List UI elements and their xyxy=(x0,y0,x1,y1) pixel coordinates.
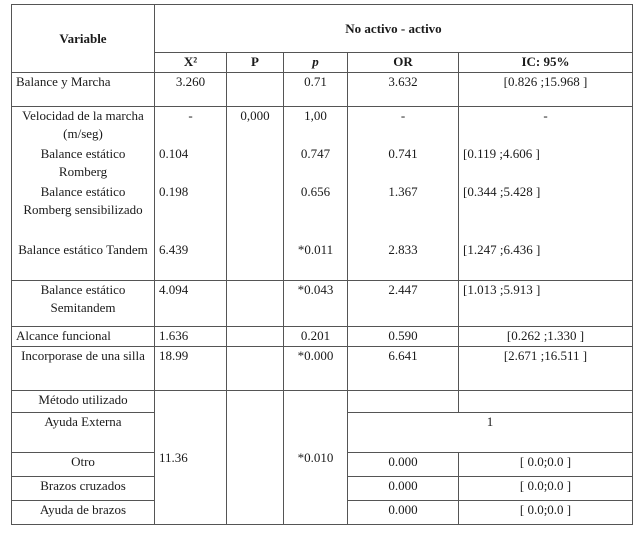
row-P xyxy=(227,73,284,107)
row-x2: 6.439 xyxy=(155,241,227,281)
row-or: - xyxy=(348,107,459,145)
method-item-variable: Ayuda Externa xyxy=(12,413,155,453)
row-p: 0.747 xyxy=(284,145,348,183)
row-p: *0.043 xyxy=(284,281,348,327)
row-variable: Balance estático Semitandem xyxy=(12,281,155,327)
row-or: 2.833 xyxy=(348,241,459,281)
header-row xyxy=(12,5,633,53)
row-ic: [1.247 ;6.436 ] xyxy=(459,241,633,281)
row-variable: Incorporase de una silla xyxy=(12,347,155,391)
chi-square-header: X² xyxy=(155,53,227,73)
method-item-or: 0.000 xyxy=(348,501,459,525)
row-ic: [0.119 ;4.606 ] xyxy=(459,145,633,183)
row-p: 0.71 xyxy=(284,73,348,107)
method-item-variable: Otro xyxy=(12,453,155,477)
row-variable: Balance y Marcha xyxy=(12,73,155,107)
row-P: 0,000 xyxy=(227,107,284,145)
row-P xyxy=(227,183,284,241)
table-row xyxy=(12,281,633,327)
row-x2: 4.094 xyxy=(155,281,227,327)
row-p: 1,00 xyxy=(284,107,348,145)
row-variable: Balance estático Romberg xyxy=(12,145,155,183)
row-ic: [1.013 ;5.913 ] xyxy=(459,281,633,327)
row-x2: 0.104 xyxy=(155,145,227,183)
row-P xyxy=(227,145,284,183)
variable-header: Variable xyxy=(12,5,155,73)
group-header: No activo - activo xyxy=(155,5,633,53)
row-P xyxy=(227,327,284,347)
row-variable: Alcance funcional xyxy=(12,327,155,347)
table-row xyxy=(12,347,633,391)
method-or-empty xyxy=(348,391,459,413)
row-or: 1.367 xyxy=(348,183,459,241)
row-x2: 18.99 xyxy=(155,347,227,391)
method-item-or: 0.000 xyxy=(348,453,459,477)
row-or: 2.447 xyxy=(348,281,459,327)
method-label: Método utilizado xyxy=(12,391,155,413)
merged-reference-cell: 1 xyxy=(348,413,633,453)
row-x2: 1.636 xyxy=(155,327,227,347)
row-x2: 0.198 xyxy=(155,183,227,241)
method-P-empty xyxy=(227,391,284,525)
method-ic-empty xyxy=(459,391,633,413)
row-x2: - xyxy=(155,107,227,145)
method-item-ic: [ 0.0;0.0 ] xyxy=(459,453,633,477)
row-or: 3.632 xyxy=(348,73,459,107)
P-header: P xyxy=(227,53,284,73)
row-p: *0.011 xyxy=(284,241,348,281)
row-p: 0.656 xyxy=(284,183,348,241)
row-ic: [0.826 ;15.968 ] xyxy=(459,73,633,107)
table-row xyxy=(12,73,633,107)
method-p: *0.010 xyxy=(284,391,348,525)
method-x2: 11.36 xyxy=(155,391,227,525)
row-p: 0.201 xyxy=(284,327,348,347)
row-P xyxy=(227,281,284,327)
row-variable: Balance estático Tandem xyxy=(12,241,155,281)
row-P xyxy=(227,241,284,281)
method-item-variable: Ayuda de brazos xyxy=(12,501,155,525)
method-row xyxy=(12,391,633,413)
method-item-ic: [ 0.0;0.0 ] xyxy=(459,501,633,525)
table-row xyxy=(12,241,633,281)
confidence-interval-header: IC: 95% xyxy=(459,53,633,73)
method-item-ic: [ 0.0;0.0 ] xyxy=(459,477,633,501)
p-value-header: p xyxy=(284,53,348,73)
table-row xyxy=(12,183,633,241)
table-row xyxy=(12,145,633,183)
method-item-variable: Brazos cruzados xyxy=(12,477,155,501)
row-p: *0.000 xyxy=(284,347,348,391)
statistics-table xyxy=(11,4,633,525)
table-row xyxy=(12,107,633,145)
row-x2: 3.260 xyxy=(155,73,227,107)
method-item-or: 0.000 xyxy=(348,477,459,501)
row-ic: [0.344 ;5.428 ] xyxy=(459,183,633,241)
table-row xyxy=(12,327,633,347)
row-variable: Balance estático Romberg sensibilizado xyxy=(12,183,155,241)
row-ic: - xyxy=(459,107,633,145)
row-ic: [2.671 ;16.511 ] xyxy=(459,347,633,391)
row-or: 6.641 xyxy=(348,347,459,391)
row-or: 0.741 xyxy=(348,145,459,183)
row-or: 0.590 xyxy=(348,327,459,347)
row-variable: Velocidad de la marcha (m/seg) xyxy=(12,107,155,145)
row-P xyxy=(227,347,284,391)
row-ic: [0.262 ;1.330 ] xyxy=(459,327,633,347)
odds-ratio-header: OR xyxy=(348,53,459,73)
